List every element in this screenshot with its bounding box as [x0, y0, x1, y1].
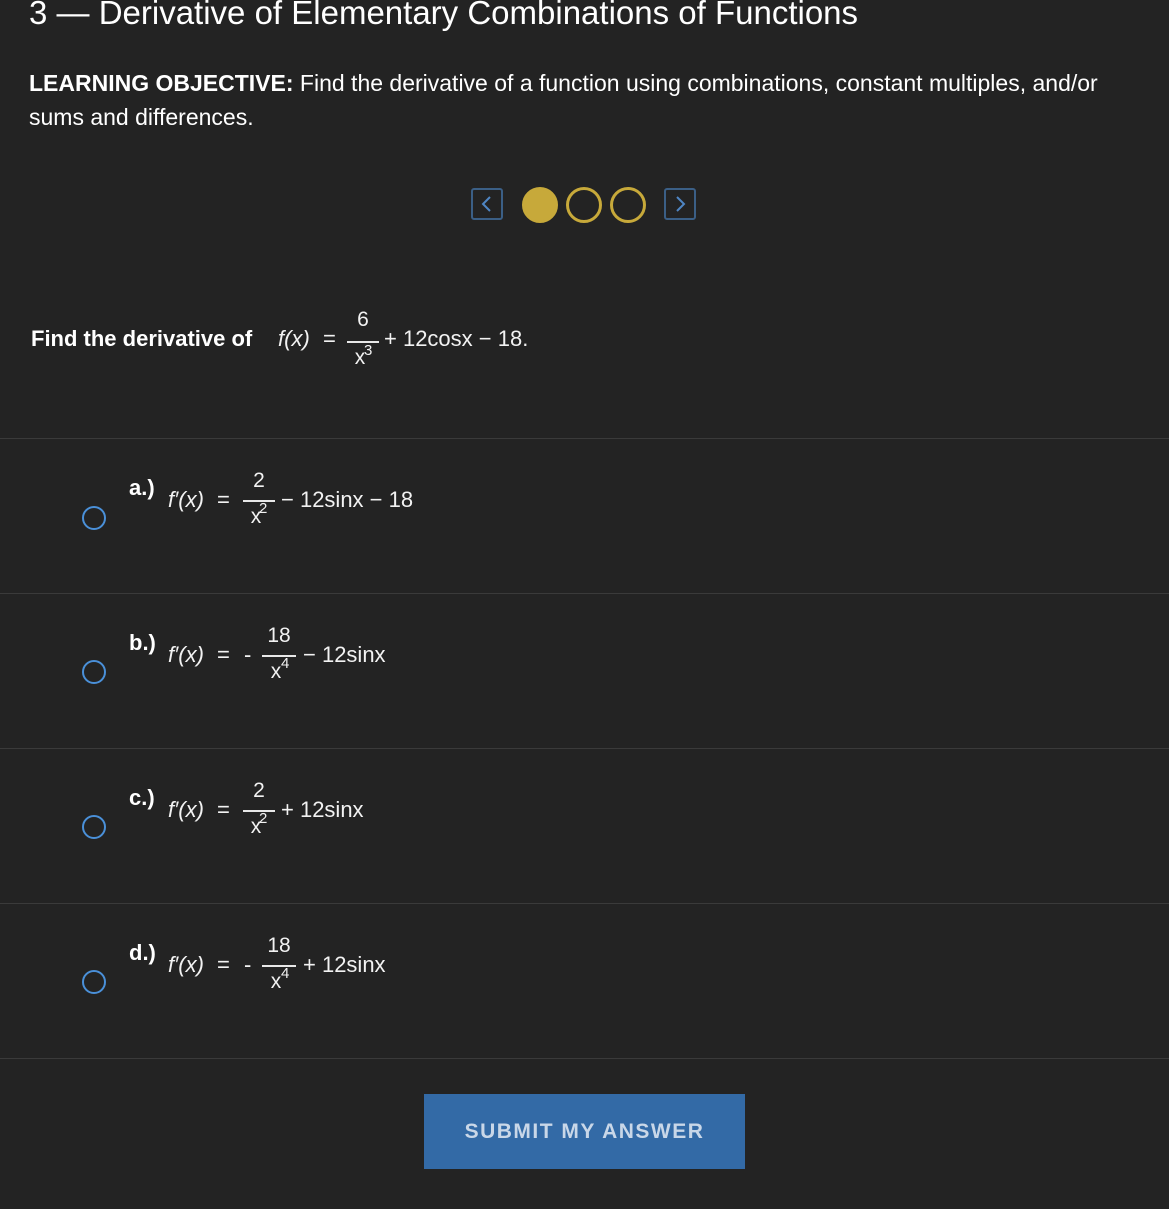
option-equals: =	[217, 952, 230, 977]
question-numerator: 6	[357, 308, 369, 331]
objective-label: LEARNING OBJECTIVE:	[29, 70, 294, 96]
option-exponent: 2	[259, 500, 268, 517]
fraction-bar	[262, 965, 296, 967]
option-numerator: 18	[267, 624, 291, 647]
option-tail: − 12sinx − 18	[281, 487, 414, 512]
chevron-left-icon	[480, 195, 494, 213]
option-letter: a.)	[129, 475, 155, 500]
question-exponent: 3	[364, 342, 373, 359]
next-page-button[interactable]	[664, 188, 696, 220]
page-title: 3 — Derivative of Elementary Combinations of Functions	[29, 0, 859, 31]
option-exponent: 4	[281, 965, 290, 982]
option-letter: d.)	[129, 940, 156, 965]
answer-option-a[interactable]	[0, 439, 1169, 593]
option-lhs: f′(x)	[168, 797, 204, 822]
learning-objective	[29, 66, 1139, 134]
option-letter: c.)	[129, 785, 155, 810]
option-denominator: x	[270, 970, 282, 993]
divider	[0, 1058, 1169, 1059]
fraction-bar	[347, 341, 379, 343]
option-lhs: f′(x)	[168, 642, 204, 667]
option-fraction	[262, 624, 296, 694]
question-equals: =	[323, 326, 336, 351]
option-fraction	[243, 469, 275, 539]
option-lhs: f′(x)	[168, 487, 204, 512]
radio-button-d[interactable]	[82, 970, 106, 994]
question-denominator: x	[354, 346, 366, 369]
option-tail: + 12sinx	[281, 797, 364, 822]
objective-text: Find the derivative of a function using combinations, constant multiples, and/or sums and differences.	[29, 70, 1098, 130]
question-tail: + 12cosx − 18.	[384, 326, 529, 351]
option-sign: -	[244, 642, 252, 667]
option-denominator: x	[250, 815, 262, 838]
option-denominator: x	[270, 660, 282, 683]
option-numerator: 18	[267, 934, 291, 957]
answer-option-b[interactable]	[0, 594, 1169, 748]
option-sign: -	[244, 952, 252, 977]
option-denominator: x	[250, 505, 262, 528]
page-dot-2[interactable]	[566, 187, 602, 223]
radio-button-a[interactable]	[82, 506, 106, 530]
option-fraction	[243, 779, 275, 849]
option-fraction	[262, 934, 296, 1004]
option-exponent: 2	[259, 810, 268, 827]
question-prompt: Find the derivative of	[31, 326, 253, 351]
submit-answer-button[interactable]: SUBMIT MY ANSWER	[424, 1094, 745, 1169]
option-numerator: 2	[253, 469, 265, 492]
option-lhs: f′(x)	[168, 952, 204, 977]
page-dot-3[interactable]	[610, 187, 646, 223]
option-exponent: 4	[281, 655, 290, 672]
page-dot-1[interactable]	[522, 187, 558, 223]
chevron-right-icon	[673, 195, 687, 213]
answer-option-d[interactable]	[0, 904, 1169, 1058]
option-equals: =	[217, 797, 230, 822]
option-equals: =	[217, 642, 230, 667]
option-tail: + 12sinx	[303, 952, 386, 977]
previous-page-button[interactable]	[471, 188, 503, 220]
answer-option-c[interactable]	[0, 749, 1169, 903]
radio-button-b[interactable]	[82, 660, 106, 684]
option-numerator: 2	[253, 779, 265, 802]
question-fraction	[347, 308, 379, 378]
radio-button-c[interactable]	[82, 815, 106, 839]
question-function: f(x)	[278, 326, 310, 351]
option-letter: b.)	[129, 630, 156, 655]
option-tail: − 12sinx	[303, 642, 386, 667]
option-equals: =	[217, 487, 230, 512]
fraction-bar	[262, 655, 296, 657]
